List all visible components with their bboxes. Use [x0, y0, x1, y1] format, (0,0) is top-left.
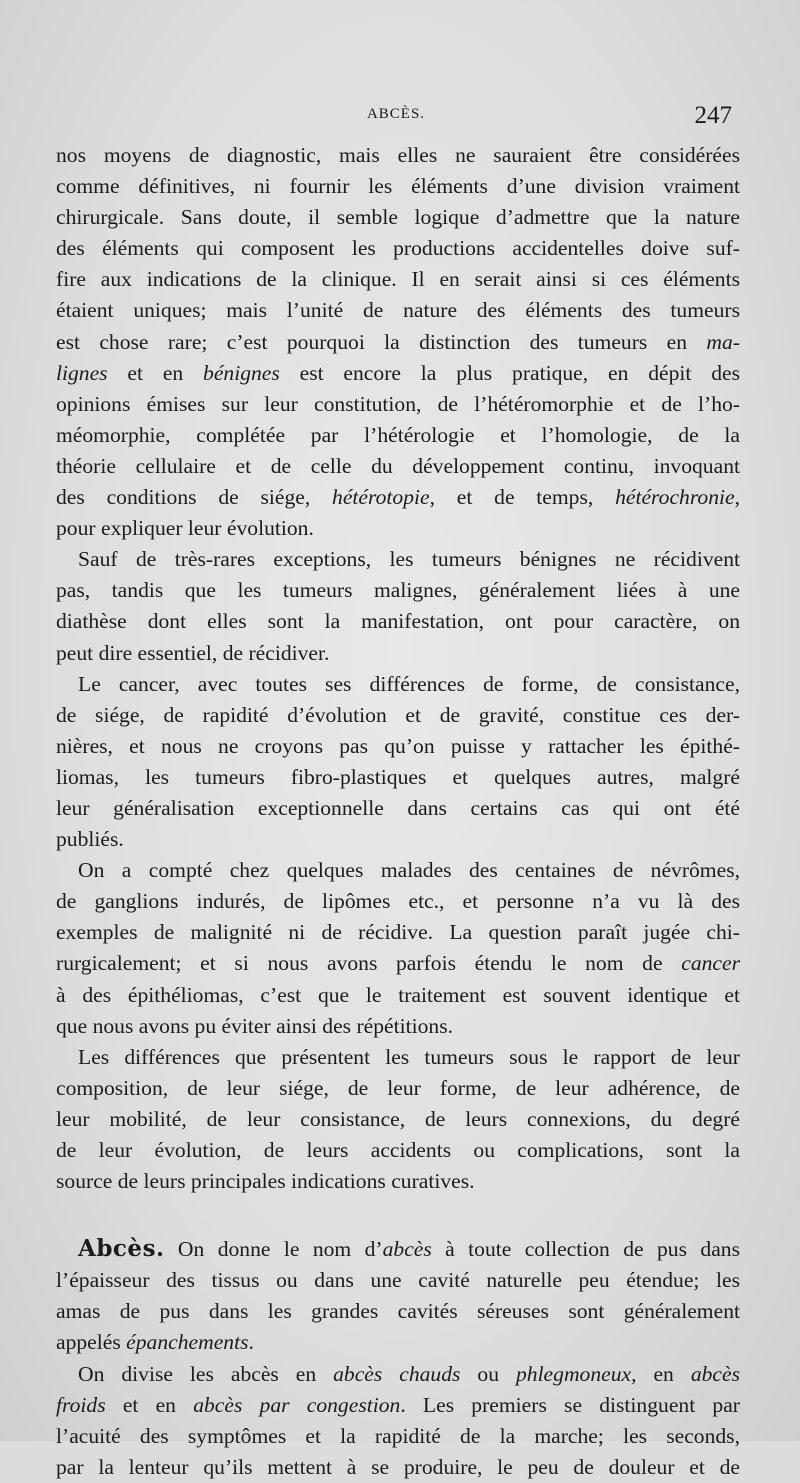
- text-run: On a compté chez quelques malades des centaines de névrômes,: [78, 858, 740, 883]
- text-line: [56, 171, 740, 202]
- text-run: de leur évolution, de leurs accidents ou complications, sont la: [56, 1138, 740, 1162]
- text-line: [56, 575, 740, 606]
- text-run: peut dire essentiel, de récidiver.: [56, 640, 330, 665]
- text-run: pour expliquer leur évolution.: [56, 516, 314, 541]
- text-line: [56, 1452, 740, 1483]
- section-title: Abcès.: [78, 1235, 165, 1263]
- text-line: [56, 1135, 740, 1166]
- text-line: [56, 886, 740, 917]
- text-run: par la lenteur qu’ils mettent à se produire, le peu de douleur et de: [56, 1454, 740, 1479]
- text-line: [56, 793, 740, 824]
- italic-term: phlegmoneux,: [515, 1361, 637, 1386]
- paragraph-p2: [56, 544, 740, 668]
- text-line: [56, 295, 740, 326]
- body-text: [56, 140, 740, 1483]
- text-line: [56, 1327, 740, 1358]
- text-line: [56, 917, 740, 948]
- italic-term: lignes: [56, 360, 108, 385]
- text-run: .: [248, 1330, 254, 1355]
- text-line: [56, 1233, 740, 1265]
- text-run: étaient uniques; mais l’unité de nature des éléments des tumeurs: [56, 298, 740, 323]
- italic-term: abcès: [382, 1237, 432, 1262]
- text-line: [56, 638, 740, 669]
- text-run: ,: [734, 485, 741, 510]
- text-line: [56, 482, 740, 513]
- text-run: ou: [460, 1361, 516, 1386]
- paragraph-p6: [56, 1233, 740, 1358]
- text-line: [56, 669, 740, 700]
- text-run: leur généralisation exceptionnelle dans certains cas qui ont été: [56, 795, 740, 820]
- running-head: ABCÈS.: [366, 106, 426, 122]
- text-run: pas, tandis que les tumeurs malignes, généralement liées à une: [56, 578, 740, 603]
- text-run: opinions émises sur leur constitution, de l’hétéromorphie et de l’ho-: [56, 391, 740, 416]
- text-run: nières, et nous ne croyons pas qu’on puisse y rattacher les épithé-: [56, 733, 740, 758]
- italic-term: ma-: [706, 329, 740, 354]
- text-run: théorie cellulaire et de celle du développement continu, invoquant: [56, 453, 740, 478]
- text-run: rurgicalement; et si nous avons parfois étendu le nom de: [56, 951, 682, 976]
- text-line: [56, 948, 740, 979]
- text-line: [56, 389, 740, 420]
- text-line: [56, 1104, 740, 1135]
- page-number: 247: [694, 102, 732, 129]
- text-run: appelés: [56, 1330, 127, 1355]
- text-run: fire aux indications de la clinique. Il en serait ainsi si ces éléments: [56, 267, 740, 292]
- text-run: des éléments qui composent les productions accidentelles doive suf-: [56, 236, 740, 261]
- text-line: [56, 731, 740, 762]
- text-run: amas de pus dans les grandes cavités séreuses sont généralement: [56, 1299, 740, 1324]
- text-line: [56, 606, 740, 637]
- text-line: [56, 980, 740, 1011]
- text-run: composition, de leur siége, de leur forme, de leur adhérence, de: [56, 1075, 740, 1100]
- paragraph-p1: [56, 140, 740, 544]
- italic-term: hétérotopie: [332, 485, 430, 510]
- text-line: [56, 1296, 740, 1327]
- text-line: [56, 1166, 740, 1197]
- text-line: [56, 264, 740, 295]
- italic-term: froids: [56, 1392, 106, 1417]
- italic-term: abcès chauds: [333, 1361, 461, 1386]
- section-gap: [56, 1197, 740, 1233]
- text-run: diathèse dont elles sont la manifestation, ont pour caractère, on: [56, 609, 740, 634]
- text-run: à toute collection de pus dans: [431, 1237, 740, 1262]
- text-run: . Les premiers se distinguent par: [400, 1392, 740, 1417]
- paragraph-p7: [56, 1359, 740, 1483]
- text-line: [56, 824, 740, 855]
- text-line: [56, 202, 740, 233]
- text-run: liomas, les tumeurs fibro-plastiques et quelques autres, malgré: [56, 764, 740, 789]
- text-line: [56, 762, 740, 793]
- text-line: [56, 855, 740, 886]
- text-run: Le cancer, avec toutes ses différences de forme, de consistance,: [78, 671, 740, 696]
- page-header: [56, 102, 736, 138]
- text-run: l’épaisseur des tissus ou dans une cavité naturelle peu étendue; les: [56, 1268, 740, 1293]
- text-run: de ganglions indurés, de lipômes etc., et personne n’a vu là des: [56, 889, 740, 914]
- text-run: et en: [107, 360, 204, 385]
- text-run: l’acuité des symptômes et la rapidité de la marche; les seconds,: [56, 1423, 740, 1448]
- text-run: source de leurs principales indications curatives.: [56, 1169, 475, 1194]
- text-run: de siége, de rapidité d’évolution et de gravité, constitue ces der-: [56, 702, 740, 727]
- text-line: [56, 700, 740, 731]
- text-line: [56, 140, 740, 171]
- text-run: exemples de malignité ni de récidive. La question paraît jugée chi-: [56, 920, 740, 945]
- italic-term: abcès: [690, 1361, 740, 1386]
- text-run: publiés.: [56, 827, 124, 852]
- text-run: méomorphie, complétée par l’hétérologie et l’homologie, de la: [56, 422, 740, 447]
- text-run: Les différences que présentent les tumeurs sous le rapport de leur: [78, 1044, 740, 1069]
- text-run: On donne le nom d’: [164, 1237, 383, 1262]
- text-line: [56, 1011, 740, 1042]
- text-run: est encore la plus pratique, en dépit des: [279, 360, 740, 385]
- text-line: [56, 1265, 740, 1296]
- text-line: [56, 233, 740, 264]
- text-line: [56, 1390, 740, 1421]
- italic-term: hétérochronie: [615, 485, 735, 510]
- text-run: en: [636, 1361, 691, 1386]
- text-run: à des épithéliomas, c’est que le traitement est souvent identique et: [56, 982, 740, 1007]
- italic-term: épanchements: [126, 1330, 249, 1355]
- paragraph-p3: [56, 669, 740, 856]
- text-run: On divise les abcès en: [78, 1361, 334, 1386]
- text-line: [56, 451, 740, 482]
- paragraph-p4: [56, 855, 740, 1042]
- text-line: [56, 513, 740, 544]
- text-run: comme définitives, ni fournir les éléments d’une division vraiment: [56, 174, 740, 199]
- text-line: [56, 1073, 740, 1104]
- text-run: Sauf de très-rares exceptions, les tumeurs bénignes ne récidivent: [78, 547, 740, 572]
- text-run: des conditions de siége,: [56, 485, 333, 510]
- paragraph-p5: [56, 1042, 740, 1197]
- italic-term: cancer: [681, 951, 740, 976]
- text-run: chirurgicale. Sans doute, il semble logique d’admettre que la nature: [56, 205, 740, 230]
- italic-term: bénignes: [203, 360, 280, 385]
- text-line: [56, 358, 740, 389]
- text-run: est chose rare; c’est pourquoi la distinction des tumeurs en: [56, 329, 707, 354]
- text-run: , et de temps,: [429, 485, 616, 510]
- text-line: [56, 1042, 740, 1073]
- text-line: [56, 420, 740, 451]
- text-line: [56, 1421, 740, 1452]
- text-run: et en: [105, 1392, 194, 1417]
- text-run: que nous avons pu éviter ainsi des répétitions.: [56, 1013, 454, 1038]
- italic-term: abcès par congestion: [193, 1392, 401, 1417]
- text-line: [56, 544, 740, 575]
- text-run: nos moyens de diagnostic, mais elles ne sauraient être considérées: [56, 143, 740, 167]
- text-line: [56, 327, 740, 358]
- text-line: [56, 1359, 740, 1390]
- text-run: leur mobilité, de leur consistance, de leurs connexions, du degré: [56, 1106, 740, 1131]
